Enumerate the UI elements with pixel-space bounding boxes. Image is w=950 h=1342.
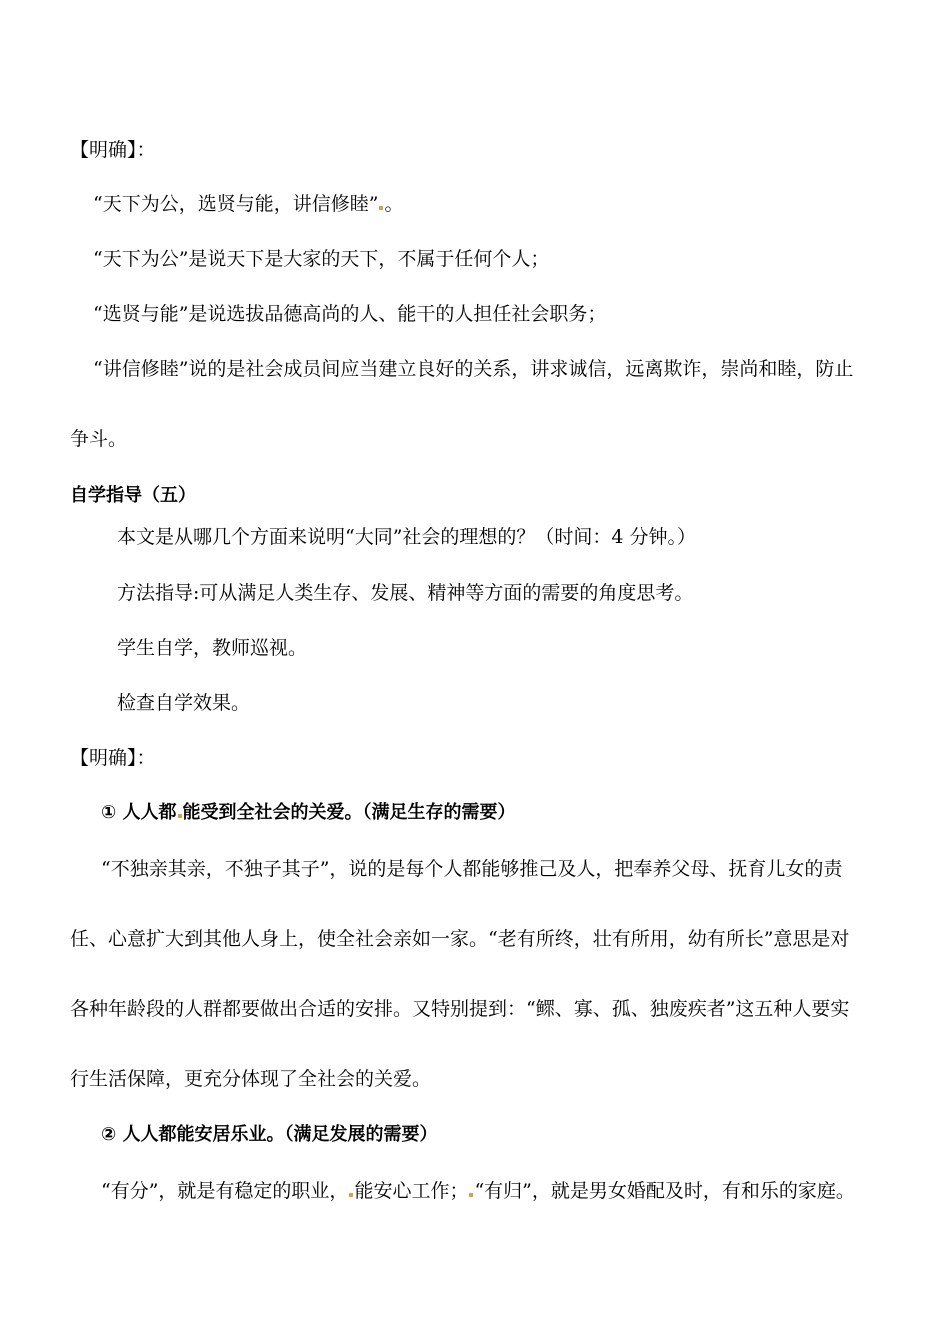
point2: ② 人人都能安居乐业。（满足发展的需要） bbox=[101, 1124, 438, 1145]
guide-question: 本文是从哪几个方面来说明“大同”社会的理想的？（时间：4 分钟。） bbox=[117, 526, 697, 548]
guide-activity: 学生自学，教师巡视。 bbox=[117, 637, 308, 659]
point1 bbox=[101, 801, 516, 825]
section1-line4: “讲信修睦”说的是社会成员间应当建立良好的关系，讲求诚信，远离欺诈，崇尚和睦，防止 bbox=[93, 358, 854, 380]
para2-text-c: “有归”，就是男女婚配及时，有和乐的家庭。 bbox=[474, 1180, 855, 1202]
section1-line3: “选贤与能”是说选拔品德高尚的人、能干的人担任社会职务； bbox=[93, 303, 607, 325]
para2-text-b: 能安心工作； bbox=[354, 1180, 469, 1202]
para2-line1 bbox=[101, 1179, 855, 1203]
para1-line2: 任、心意扩大到其他人身上，使全社会亲如一家。“老有所终，壮有所用，幼有所长”意思是对 bbox=[70, 928, 850, 950]
section1-line1-end: 。 bbox=[384, 193, 404, 215]
para1-line1: “不独亲其亲，不独子其子”，说的是每个人都能够推己及人，把奉养父母、抚育儿女的责 bbox=[101, 858, 843, 880]
highlight-mark bbox=[469, 1193, 473, 1197]
section1-line5: 争斗。 bbox=[70, 428, 128, 450]
section1-line1-text: “天下为公，选贤与能，讲信修睦” bbox=[93, 193, 379, 215]
guide-check: 检查自学效果。 bbox=[117, 692, 251, 714]
section1-heading: 【明确】： bbox=[70, 139, 156, 161]
highlight-mark bbox=[178, 814, 182, 818]
point1-text-a: ① 人人都 bbox=[101, 802, 177, 823]
guide-method: 方法指导:可从满足人类生存、发展、精神等方面的需要的角度思考。 bbox=[117, 582, 694, 604]
guide-title: 自学指导（五） bbox=[70, 485, 196, 506]
section1-line2: “天下为公”是说天下是大家的天下，不属于任何个人； bbox=[93, 248, 550, 270]
highlight-mark bbox=[349, 1193, 353, 1197]
section2-heading: 【明确】： bbox=[70, 747, 156, 769]
highlight-mark bbox=[379, 206, 383, 210]
section1-line1 bbox=[93, 192, 403, 216]
para1-line3: 各种年龄段的人群都要做出合适的安排。又特别提到：“鳏、寡、孤、独废疾者”这五种人要实 bbox=[70, 998, 850, 1020]
para2-text-a: “有分”，就是有稳定的职业， bbox=[101, 1180, 349, 1202]
point1-text-b: 能受到全社会的关爱。（满足生存的需要） bbox=[182, 802, 516, 823]
para1-line4: 行生活保障，更充分体现了全社会的关爱。 bbox=[70, 1068, 432, 1090]
